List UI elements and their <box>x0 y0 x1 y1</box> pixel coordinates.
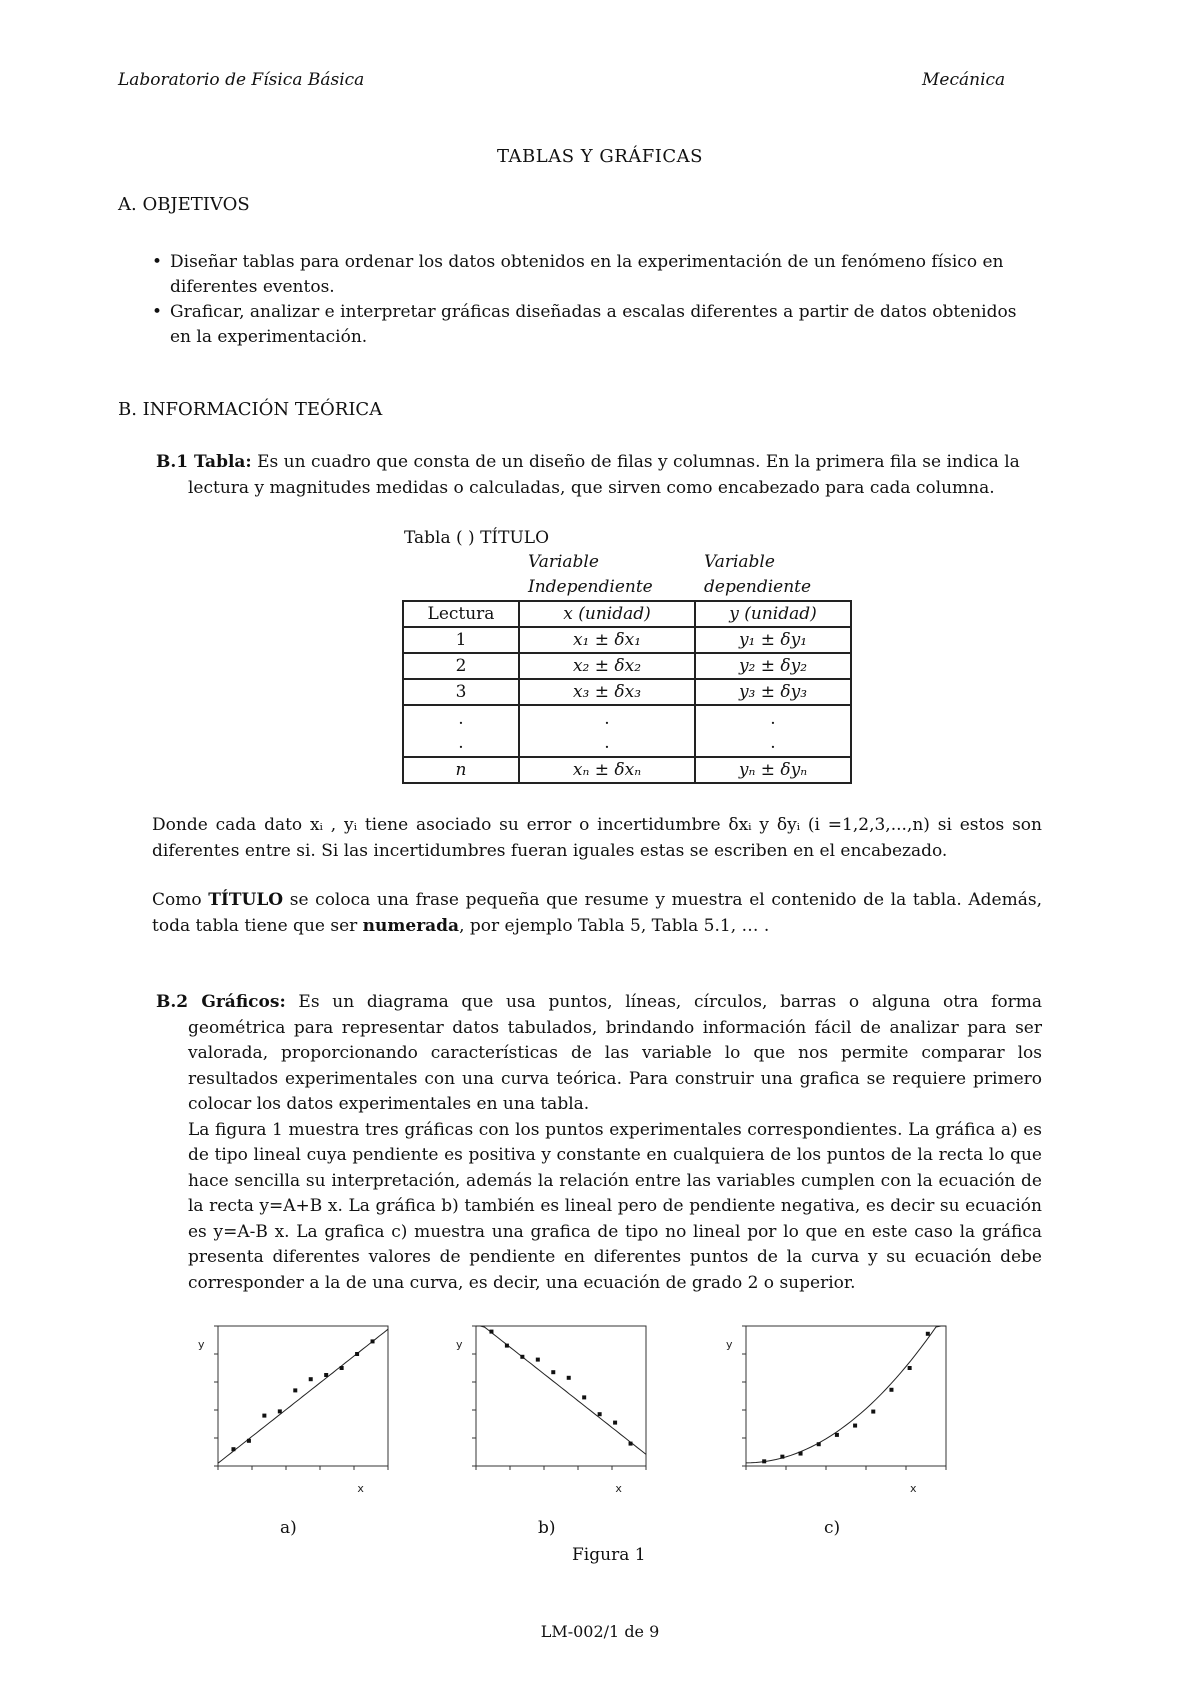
data-point <box>262 1414 266 1418</box>
y-axis-label: y <box>198 1338 205 1351</box>
data-point <box>889 1388 893 1392</box>
data-point <box>871 1410 875 1414</box>
figure-label-b: b) <box>538 1518 556 1538</box>
title-explanation-paragraph <box>152 888 1042 939</box>
data-point <box>762 1459 766 1463</box>
section-a-heading: A. OBJETIVOS <box>118 194 250 215</box>
running-header-left: Laboratorio de Física Básica <box>118 70 365 90</box>
table-cell: y₂ ± δy₂ <box>695 653 851 679</box>
para2-text-c: , por ejemplo Tabla 5, Tabla 5.1, … . <box>459 915 770 936</box>
data-point <box>799 1452 803 1456</box>
chart-a <box>198 1326 388 1495</box>
ellipsis-dot: . <box>770 709 776 729</box>
ellipsis-dot: . <box>458 733 464 753</box>
table-cell: 3 <box>403 679 519 705</box>
data-point <box>489 1330 493 1334</box>
table-cell: x₂ ± δx₂ <box>519 653 695 679</box>
table-cell: xₙ ± δxₙ <box>519 757 695 783</box>
table-cell: n <box>403 757 519 783</box>
figure-label-a: a) <box>280 1518 297 1538</box>
ellipsis-dot: . <box>604 733 610 753</box>
col-header: Lectura <box>403 601 519 627</box>
chart-c <box>726 1326 946 1495</box>
x-axis-label: x <box>357 1482 364 1495</box>
y-axis-label: y <box>456 1338 463 1351</box>
b1-text: Es un cuadro que consta de un diseño de filas y columnas. En la primera fila se indica la lectura y magnitudes medidas o calculadas, que sirven como encabezado para cada columna. <box>188 452 1020 498</box>
table-row <box>403 627 851 653</box>
data-point <box>371 1339 375 1343</box>
table-cell: x₃ ± δx₃ <box>519 679 695 705</box>
data-point <box>551 1370 555 1374</box>
data-point <box>324 1373 328 1377</box>
page-footer: LM-002/1 de 9 <box>540 1622 660 1641</box>
para2-text-a: Como <box>152 890 209 910</box>
para2-text-b: se coloca una frase pequeña que resume y muestra el contenido de la tabla. Además, toda tabla tiene que ser <box>152 890 1042 936</box>
fit-line <box>218 1329 388 1463</box>
b2-second-paragraph: La figura 1 muestra tres gráficas con los puntos experimentales correspondientes. La gráfica a) es de tipo lineal cuya pendiente es positiva y constante en cualquiera de los puntos de la recta lo que hace sencilla su interpretación, además la relación entre las variables cumplen con la ecuación de la recta y=A+B x. La gráfica b) también es lineal pero de pendiente negativa, es decir su ecuación es y=A-B x. La grafica c) muestra una grafica de tipo no lineal por lo que en este caso la gráfica presenta diferentes valores de pendiente en diferentes puntos de la curva y su ecuación debe corresponder a la de una curva, es decir, una ecuación de grado 2 o superior. <box>188 1119 1042 1293</box>
table-cell <box>695 705 851 757</box>
list-item: • Diseñar tablas para ordenar los datos obtenidos en la experimentación de un fenómeno físico en diferentes eventos. <box>152 250 1038 300</box>
table-explanation-paragraph: Donde cada dato xᵢ , yᵢ tiene asociado su error o incertidumbre δxᵢ y δyᵢ (i =1,2,3,...,n) si estos son diferentes entre si. Si las incertidumbres fueran iguales estas se escriben en el encabezado. <box>152 815 1042 861</box>
table-row <box>403 653 851 679</box>
objectives-list <box>152 250 1038 350</box>
data-point <box>536 1358 540 1362</box>
data-point <box>853 1424 857 1428</box>
b2-label: B.2 Gráficos: <box>156 992 286 1012</box>
b1-label: B.1 Tabla: <box>156 452 252 472</box>
table-cell: x₁ ± δx₁ <box>519 627 695 653</box>
data-point <box>582 1395 586 1399</box>
ellipsis-dot: . <box>604 709 610 729</box>
table-cell: 1 <box>403 627 519 653</box>
data-point <box>926 1332 930 1336</box>
b1-paragraph <box>156 450 1040 501</box>
data-point <box>505 1344 509 1348</box>
fit-line <box>746 1326 946 1463</box>
table-caption: Tabla ( ) TÍTULO <box>404 528 550 548</box>
data-point <box>355 1352 359 1356</box>
data-point <box>309 1377 313 1381</box>
figure-caption: Figura 1 <box>572 1545 646 1565</box>
table-row <box>403 679 851 705</box>
data-point <box>293 1388 297 1392</box>
var-indep-label-1: Variable <box>528 552 599 572</box>
col-header: y (unidad) <box>695 601 851 627</box>
data-point <box>278 1409 282 1413</box>
x-axis-label: x <box>615 1482 622 1495</box>
table-cell <box>403 705 519 757</box>
figure-1 <box>180 1316 1060 1496</box>
table-cell: 2 <box>403 653 519 679</box>
list-item: • Graficar, analizar e interpretar gráficas diseñadas a escalas diferentes a partir de datos obtenidos en la experimentación. <box>152 300 1038 350</box>
data-point <box>567 1376 571 1380</box>
b2-text: Es un diagrama que usa puntos, líneas, círculos, barras o alguna otra forma geométrica para representar datos tabulados, brindando información fácil de analizar para ser valorada, proporcionando características de las variable lo que nos permite comparar los resultados experimentales con una curva teórica. Para construir una grafica se requiere primero colocar los datos experimentales en una tabla. <box>188 992 1042 1114</box>
fit-line <box>476 1326 646 1454</box>
data-point <box>231 1447 235 1451</box>
x-axis-label: x <box>910 1482 917 1495</box>
var-dep-label-1: Variable <box>704 552 775 572</box>
data-point <box>247 1439 251 1443</box>
para2-bold-numerada: numerada <box>362 915 460 936</box>
para2-bold-title: TÍTULO <box>208 890 284 910</box>
data-point <box>520 1355 524 1359</box>
var-dep-label-2: dependiente <box>704 577 812 597</box>
col-header: x (unidad) <box>519 601 695 627</box>
data-point <box>340 1366 344 1370</box>
chart-b <box>456 1326 646 1495</box>
data-point <box>780 1455 784 1459</box>
ellipsis-dot: . <box>458 709 464 729</box>
var-indep-label-2: Independiente <box>528 577 653 597</box>
y-axis-label: y <box>726 1338 733 1351</box>
running-header-right: Mecánica <box>922 70 1006 90</box>
data-point <box>613 1421 617 1425</box>
table-row <box>403 757 851 783</box>
figure-label-c: c) <box>824 1518 841 1538</box>
data-point <box>835 1433 839 1437</box>
table-cell: y₁ ± δy₁ <box>695 627 851 653</box>
section-b-heading: B. INFORMACIÓN TEÓRICA <box>118 399 383 420</box>
page-title: TABLAS Y GRÁFICAS <box>497 146 703 167</box>
b2-paragraph <box>156 990 1042 1296</box>
data-table <box>402 600 852 784</box>
table-cell: yₙ ± δyₙ <box>695 757 851 783</box>
plot-frame <box>476 1326 646 1466</box>
data-point <box>817 1442 821 1446</box>
table-cell <box>519 705 695 757</box>
ellipsis-dot: . <box>770 733 776 753</box>
table-cell: y₃ ± δy₃ <box>695 679 851 705</box>
data-point <box>598 1412 602 1416</box>
data-point <box>629 1442 633 1446</box>
data-point <box>908 1366 912 1370</box>
table-row-ellipsis <box>403 705 851 757</box>
table-header-row <box>403 601 851 627</box>
plot-frame <box>746 1326 946 1466</box>
